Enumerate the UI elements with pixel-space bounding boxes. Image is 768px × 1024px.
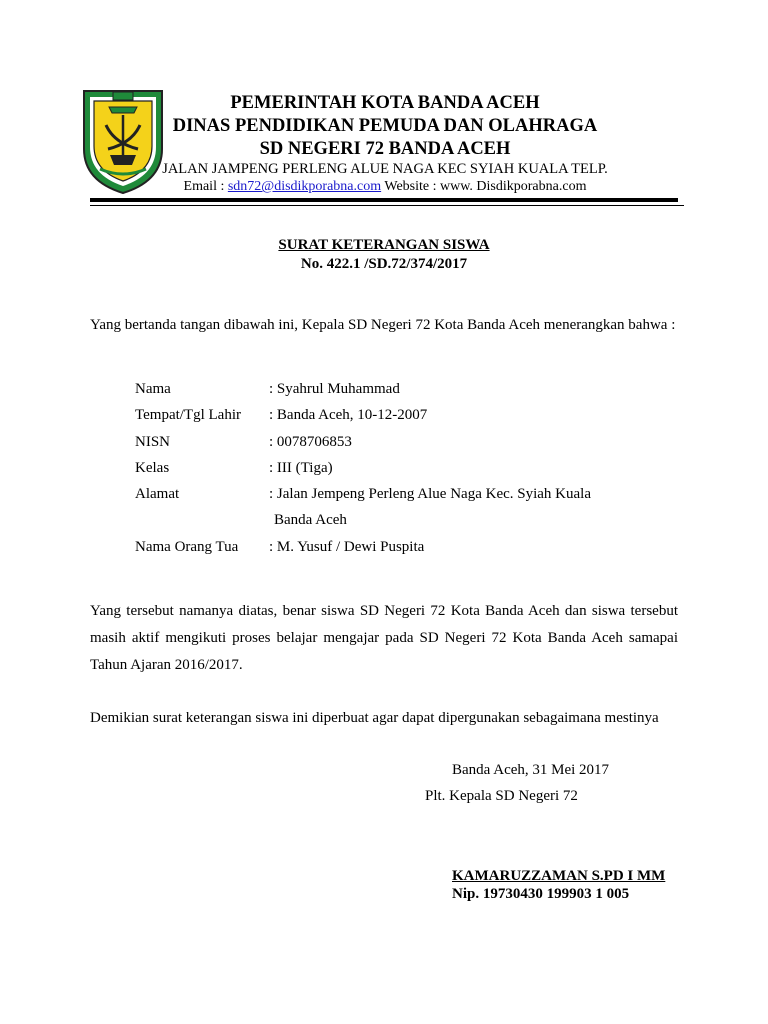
detail-value: : M. Yusuf / Dewi Puspita (269, 538, 425, 555)
detail-label: NISN (135, 433, 171, 450)
detail-value: : III (Tiga) (269, 459, 333, 476)
detail-value: : Syahrul Muhammad (269, 381, 400, 397)
detail-value: : Jalan Jempeng Perleng Alue Naga Kec. Syiah Kuala (269, 486, 591, 503)
letter-heading: SURAT KETERANGAN SISWA (278, 237, 490, 253)
email-link[interactable]: sdn72@disdikporabna.com (227, 179, 382, 194)
detail-label: Alamat (135, 486, 180, 503)
detail-value: : 0078706853 (269, 433, 352, 450)
intro-paragraph: Yang bertanda tangan dibawah ini, Kepala SD Negeri 72 Kota Banda Aceh menerangkan bahwa : (90, 317, 676, 333)
detail-value: Banda Aceh (274, 512, 347, 529)
signatory-nip: Nip. 19730430 199903 1 005 (452, 886, 630, 902)
closing-paragraph: Demikian surat keterangan siswa ini diperbuat agar dapat dipergunakan sebagaimana mestinya (90, 710, 659, 726)
letterhead-divider-thin (90, 205, 684, 206)
website-text: Website : www. Disdikporabna.com (381, 179, 587, 194)
letterhead-address: JALAN JAMPENG PERLENG ALUE NAGA KEC SYIAH KUALA TELP. (162, 161, 608, 177)
letter-title (90, 236, 678, 274)
detail-value: : Banda Aceh, 10-12-2007 (269, 407, 428, 424)
statement-paragraph: Yang tersebut namanya diatas, benar siswa SD Negeri 72 Kota Banda Aceh dan siswa tersebut masih aktif mengikuti proses belajar mengajar pada SD Negeri 72 Kota Banda Aceh samapai Tahun Ajaran 2016/2017. (90, 603, 678, 673)
detail-label: Kelas (135, 459, 170, 476)
signatory-name: KAMARUZZAMAN S.PD I MM (452, 868, 666, 884)
letterhead-department: DINAS PENDIDIKAN PEMUDA DAN OLAHRAGA (172, 116, 598, 136)
email-label: Email : (183, 179, 228, 194)
signature-role: Plt. Kepala SD Negeri 72 (425, 788, 578, 804)
letterhead-divider-thick (90, 198, 678, 202)
detail-label: Nama (135, 381, 171, 397)
letterhead (160, 92, 610, 195)
signature-place-date: Banda Aceh, 31 Mei 2017 (452, 762, 610, 778)
detail-label: Nama Orang Tua (135, 538, 239, 555)
letter-number: No. 422.1 /SD.72/374/2017 (300, 256, 468, 272)
letterhead-school: SD NEGERI 72 BANDA ACEH (259, 139, 511, 159)
detail-label: Tempat/Tgl Lahir (135, 407, 241, 424)
banda-aceh-emblem-icon (80, 85, 166, 195)
letterhead-government: PEMERINTAH KOTA BANDA ACEH (230, 93, 540, 113)
letterhead-contact (160, 178, 610, 195)
